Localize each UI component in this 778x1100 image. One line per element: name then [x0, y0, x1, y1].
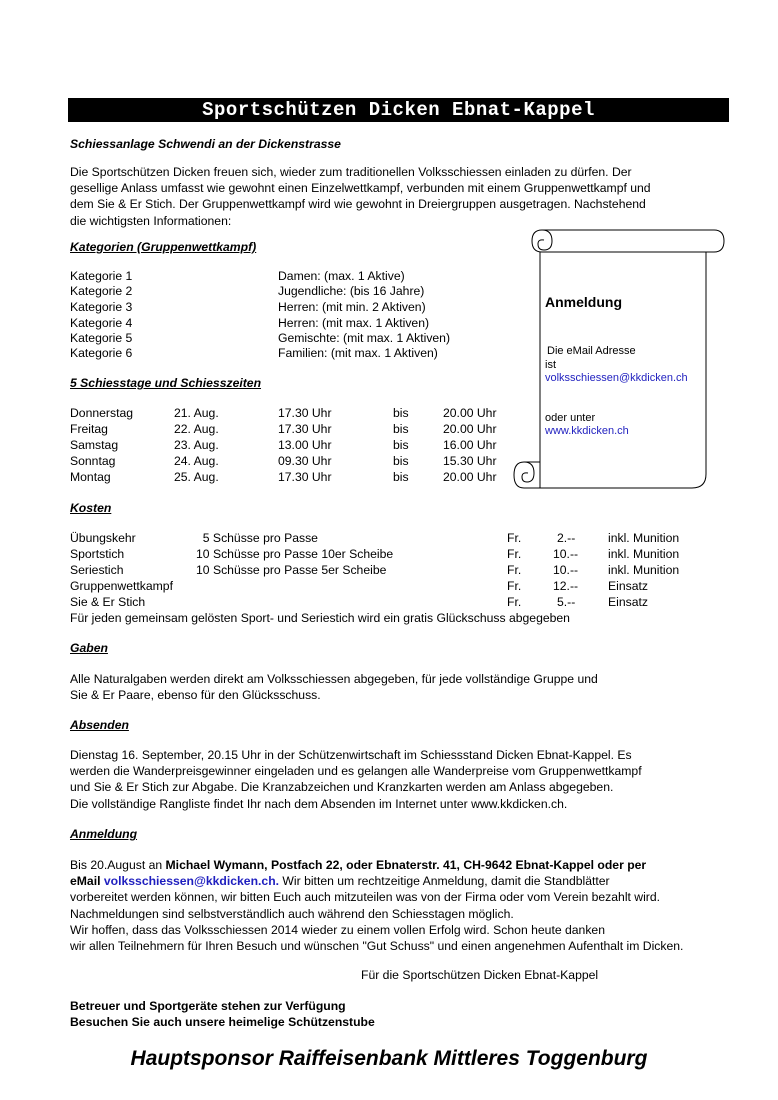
kosten-price: 12.--: [553, 579, 579, 593]
kosten-name: Seriestich: [70, 563, 124, 577]
gaben-heading: Gaben: [70, 641, 108, 655]
sep-cell: bis: [393, 470, 409, 484]
anmeldung-text: Wir bitten um rechtzeitige Anmeldung, damit die Standblätter: [279, 874, 610, 889]
intro-line: die wichtigsten Informationen:: [70, 213, 232, 228]
date-cell: 23. Aug.: [174, 438, 219, 452]
kosten-name: Gruppenwettkampf: [70, 579, 173, 593]
footer-note: Betreuer und Sportgeräte stehen zur Verfügung: [70, 999, 346, 1013]
from-cell: 17.30 Uhr: [278, 422, 332, 436]
absenden-line: werden die Wanderpreisgewinner eingeladen und es gelangen alle Wanderpreise vom Gruppenwettkampf: [70, 764, 642, 779]
intro-line: dem Sie & Er Stich. Der Gruppenwettkampf wird wie gewohnt in Dreiergruppen ausgetragen. Nachstehend: [70, 197, 646, 212]
kosten-name: Sportstich: [70, 547, 125, 561]
kosten-price: 5.--: [557, 595, 576, 609]
kosten-price: 10.--: [553, 563, 579, 577]
kosten-note: inkl. Munition: [608, 531, 680, 545]
day-cell: Samstag: [70, 438, 119, 452]
kosten-currency: Fr.: [507, 531, 522, 545]
kategorie-name: Kategorie 2: [70, 284, 133, 298]
scroll-text: Die eMail Adresse: [547, 345, 636, 357]
kategorie-desc: Herren: (mit max. 1 Aktiven): [278, 316, 430, 330]
kategorie-name: Kategorie 1: [70, 269, 133, 283]
intro-line: gesellige Anlass umfasst wie gewohnt einen Einzelwettkampf, verbunden mit einem Gruppenwettkampf und: [70, 181, 651, 196]
intro-paragraph: [70, 164, 710, 229]
scroll-email-link[interactable]: volksschiessen@kkdicken.ch: [545, 372, 688, 384]
absenden-line: Die vollständige Rangliste findet Ihr nach dem Absenden im Internet unter www.kkdicken.ch.: [70, 796, 568, 811]
kosten-heading: Kosten: [70, 501, 112, 515]
kosten-currency: Fr.: [507, 547, 522, 561]
gaben-line: Sie & Er Paare, ebenso für den Glücksschuss.: [70, 688, 321, 703]
kosten-desc: 10 Schüsse pro Passe 5er Scheibe: [196, 563, 387, 577]
kosten-note: Einsatz: [608, 595, 648, 609]
scroll-text: ist: [545, 359, 556, 371]
kosten-name: Sie & Er Stich: [70, 595, 146, 609]
kosten-footnote: Für jeden gemeinsam gelösten Sport- und Seriestich wird ein gratis Glückschuss abgegeben: [70, 611, 570, 625]
sponsor-line: Hauptsponsor Raiffeisenbank Mittleres Toggenburg: [130, 1047, 648, 1070]
sep-cell: bis: [393, 422, 409, 436]
day-cell: Donnerstag: [70, 406, 134, 420]
kategorie-desc: Familien: (mit max. 1 Aktiven): [278, 346, 438, 360]
anmeldung-heading: Anmeldung: [70, 827, 138, 841]
anmeldung-line: [70, 857, 710, 873]
to-cell: 20.00 Uhr: [443, 422, 497, 436]
sep-cell: bis: [393, 438, 409, 452]
anmeldung-address: Michael Wymann, Postfach 22, oder Ebnaterstr. 41, CH-9642 Ebnat-Kappel oder per: [165, 858, 647, 872]
gaben-paragraph: [70, 671, 710, 703]
signature: Für die Sportschützen Dicken Ebnat-Kappel: [361, 968, 599, 982]
kategorie-desc: Damen: (max. 1 Aktive): [278, 269, 405, 283]
day-cell: Montag: [70, 470, 111, 484]
kosten-price: 2.--: [557, 531, 576, 545]
kosten-currency: Fr.: [507, 563, 522, 577]
date-cell: 25. Aug.: [174, 470, 219, 484]
kategorie-desc: Herren: (mit min. 2 Aktiven): [278, 300, 426, 314]
scroll-graphic: [510, 226, 726, 492]
from-cell: 09.30 Uhr: [278, 454, 332, 468]
absenden-heading: Absenden: [70, 718, 129, 732]
kosten-desc: 10 Schüsse pro Passe 10er Scheibe: [196, 547, 394, 561]
to-cell: 16.00 Uhr: [443, 438, 497, 452]
kosten-currency: Fr.: [507, 595, 522, 609]
kategorie-name: Kategorie 6: [70, 346, 133, 360]
anmeldung-line: [70, 873, 710, 889]
date-cell: 22. Aug.: [174, 422, 219, 436]
to-cell: 20.00 Uhr: [443, 470, 497, 484]
sep-cell: bis: [393, 454, 409, 468]
anmeldung-line: wir allen Teilnehmern für Ihren Besuch und wünschen "Gut Schuss" und einen angenehmen Aufenthalt im Dicken.: [70, 939, 684, 954]
absenden-paragraph: [70, 747, 710, 812]
absenden-line: Dienstag 16. September, 20.15 Uhr in der Schützenwirtschaft im Schiessstand Dicken Ebnat-Kappel. Es: [70, 748, 632, 762]
kosten-note: Einsatz: [608, 579, 648, 593]
kategorie-desc: Gemischte: (mit max. 1 Aktiven): [278, 331, 451, 345]
from-cell: 13.00 Uhr: [278, 438, 332, 452]
day-cell: Freitag: [70, 422, 108, 436]
kosten-note: inkl. Munition: [608, 547, 680, 561]
kategorie-desc: Jugendliche: (bis 16 Jahre): [278, 284, 425, 298]
kategorie-name: Kategorie 4: [70, 316, 133, 330]
scroll-web-link[interactable]: www.kkdicken.ch: [545, 425, 629, 437]
anmeldung-line: Wir hoffen, dass das Volksschiessen 2014 wieder zu einem vollen Erfolg wird. Schon heute danken: [70, 922, 605, 937]
to-cell: 20.00 Uhr: [443, 406, 497, 420]
anmeldung-line: Nachmeldungen sind selbstverständlich auch während den Schiesstagen möglich.: [70, 906, 514, 921]
kategorie-name: Kategorie 5: [70, 331, 133, 345]
anmeldung-email-link[interactable]: volksschiessen@kkdicken.ch.: [103, 874, 280, 889]
scroll-text: oder unter: [545, 412, 596, 424]
sep-cell: bis: [393, 406, 409, 420]
date-cell: 21. Aug.: [174, 406, 219, 420]
from-cell: 17.30 Uhr: [278, 406, 332, 420]
venue-subtitle: Schiessanlage Schwendi an der Dickenstrasse: [70, 137, 341, 151]
date-cell: 24. Aug.: [174, 454, 219, 468]
intro-line: Die Sportschützen Dicken freuen sich, wieder zum traditionellen Volksschiessen einladen zu dürfen. Der: [70, 165, 632, 179]
anmeldung-email-prefix: eMail: [70, 874, 104, 889]
anmeldung-text: Bis 20.August an: [70, 858, 166, 872]
kosten-name: Übungskehr: [70, 531, 136, 545]
gaben-line: Alle Naturalgaben werden direkt am Volksschiessen abgegeben, für jede vollständige Gruppe und: [70, 672, 598, 686]
kosten-desc: 5 Schüsse pro Passe: [196, 531, 318, 545]
absenden-line: und Sie & Er Stich zur Abgabe. Die Kranzabzeichen und Kranzkarten werden am Anlass abgegeben.: [70, 780, 614, 795]
kategorie-name: Kategorie 3: [70, 300, 133, 314]
scroll-title: Anmeldung: [545, 294, 622, 310]
kosten-price: 10.--: [553, 547, 579, 561]
kosten-note: inkl. Munition: [608, 563, 680, 577]
anmeldung-paragraph: [70, 857, 710, 954]
footer-note: Besuchen Sie auch unsere heimelige Schützenstube: [70, 1015, 375, 1029]
kosten-currency: Fr.: [507, 579, 522, 593]
to-cell: 15.30 Uhr: [443, 454, 497, 468]
from-cell: 17.30 Uhr: [278, 470, 332, 484]
schiesstage-heading: 5 Schiesstage und Schiesszeiten: [70, 376, 262, 390]
kategorien-heading: Kategorien (Gruppenwettkampf): [70, 240, 257, 254]
day-cell: Sonntag: [70, 454, 116, 468]
page-title: Sportschützen Dicken Ebnat-Kappel: [68, 98, 729, 122]
anmeldung-line: vorbereitet werden können, wir bitten Euch auch mitzuteilen was von der Firma oder vom Verein bezahlt wird.: [70, 890, 661, 905]
